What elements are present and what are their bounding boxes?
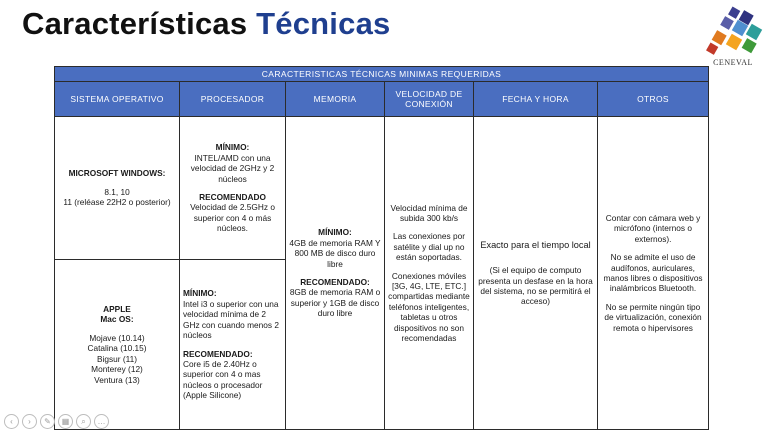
title-part-1: Características bbox=[22, 6, 248, 41]
proc-win-rec-label: RECOMENDADO bbox=[199, 192, 266, 202]
proc-apple-rec-label: RECOMENDADO: bbox=[183, 348, 253, 359]
mem-min-text: 4GB de memoria RAM Y 800 MB de disco duro libre bbox=[289, 237, 381, 269]
proc-win-min-text: INTEL/AMD con una velocidad de 2GHz y 2 núcleos bbox=[190, 152, 275, 184]
proc-win-rec-text: Velocidad de 2.5GHz o superior con 4 o más núcleos. bbox=[190, 202, 275, 234]
os-apple-version: Bigsur (11) bbox=[97, 353, 137, 364]
cell-processor-windows bbox=[180, 117, 286, 260]
slides-grid-icon[interactable]: ▦ bbox=[58, 414, 73, 429]
date-p2: (Si el equipo de computo presenta un desfase en la hora del sistema, no se permitirá el acceso) bbox=[478, 265, 593, 307]
header-connection-speed: VELOCIDAD DE CONEXIÓN bbox=[385, 82, 474, 117]
zoom-icon[interactable]: ⌕ bbox=[76, 414, 91, 429]
cell-others bbox=[598, 117, 709, 430]
ceneval-logo-icon bbox=[700, 6, 766, 58]
cell-date-time bbox=[474, 117, 598, 430]
os-apple-version: Ventura (13) bbox=[94, 374, 140, 385]
title-part-2: Técnicas bbox=[256, 6, 391, 41]
others-p2: No se admite el uso de audífonos, auriculares, manos libres o dispositivos inalámbricos Bluetooth. bbox=[603, 252, 703, 294]
os-apple-sub: Mac OS: bbox=[100, 314, 134, 325]
os-windows-name: MICROSOFT WINDOWS: bbox=[68, 168, 166, 179]
os-windows-version: 8.1, 10 bbox=[104, 186, 130, 197]
cell-processor-apple bbox=[180, 260, 286, 430]
cell-connection-speed bbox=[385, 117, 474, 430]
date-p1: Exacto para el tiempo local bbox=[480, 240, 591, 251]
ceneval-logo bbox=[700, 6, 766, 70]
header-date-time: FECHA Y HORA bbox=[474, 82, 598, 117]
mem-min-label: MÍNIMO: bbox=[318, 227, 352, 238]
mem-rec-label: RECOMENDADO: bbox=[300, 277, 370, 287]
cell-os-apple bbox=[55, 260, 180, 430]
os-windows-note: 11 (reléase 22H2 o posterior) bbox=[63, 197, 171, 208]
proc-apple-rec-text: Core i5 de 2.40Hz o superior con 4 o mas núcleos o procesador (Apple Silicone) bbox=[183, 358, 263, 401]
next-slide-icon[interactable]: › bbox=[22, 414, 37, 429]
mem-rec-text: 8GB de memoria RAM o superior y 1GB de disco duro libre bbox=[289, 287, 381, 319]
header-processor: PROCESADOR bbox=[180, 82, 286, 117]
header-os: SISTEMA OPERATIVO bbox=[55, 82, 180, 117]
os-apple-name: APPLE bbox=[103, 304, 131, 315]
table-caption: CARACTERISTICAS TÉCNICAS MINIMAS REQUERIDAS bbox=[55, 67, 709, 82]
cell-memory bbox=[286, 117, 385, 430]
proc-apple-min-text: Intel i3 o superior con una velocidad mínima de 2 GHz con cuando menos 2 núcleos bbox=[183, 298, 279, 341]
more-options-icon[interactable]: … bbox=[94, 414, 109, 429]
pen-icon[interactable]: ✎ bbox=[40, 414, 55, 429]
speed-p2: Las conexiones por satélite y dial up no están soportadas. bbox=[393, 231, 465, 263]
others-p1: Contar con cámara web y micrófono (internos o externos). bbox=[605, 212, 701, 244]
presentation-controls bbox=[4, 414, 109, 429]
os-apple-version: Catalina (10.15) bbox=[87, 343, 147, 354]
requirements-table bbox=[54, 66, 708, 430]
slide-title bbox=[22, 6, 390, 42]
header-memory: MEMORIA bbox=[286, 82, 385, 117]
header-others: OTROS bbox=[598, 82, 709, 117]
previous-slide-icon[interactable]: ‹ bbox=[4, 414, 19, 429]
os-apple-version: Monterey (12) bbox=[91, 364, 143, 375]
proc-win-min-label: MÍNIMO: bbox=[215, 142, 250, 153]
others-p3: No se permite ningún tipo de virtualización, conexión remota o hipervisores bbox=[604, 301, 702, 333]
logo-wordmark: CENEVAL bbox=[713, 58, 753, 67]
speed-p1: Velocidad mínima de subida 300 kb/s bbox=[390, 202, 468, 223]
os-apple-version: Mojave (10.14) bbox=[89, 332, 145, 343]
cell-os-windows bbox=[55, 117, 180, 260]
speed-p3: Conexiones móviles [3G, 4G, LTE, ETC.] compartidas mediante teléfonos inteligentes, tabletas u otros dispositivos no son recomendadas bbox=[388, 270, 470, 344]
proc-apple-min-label: MÍNIMO: bbox=[183, 288, 217, 299]
